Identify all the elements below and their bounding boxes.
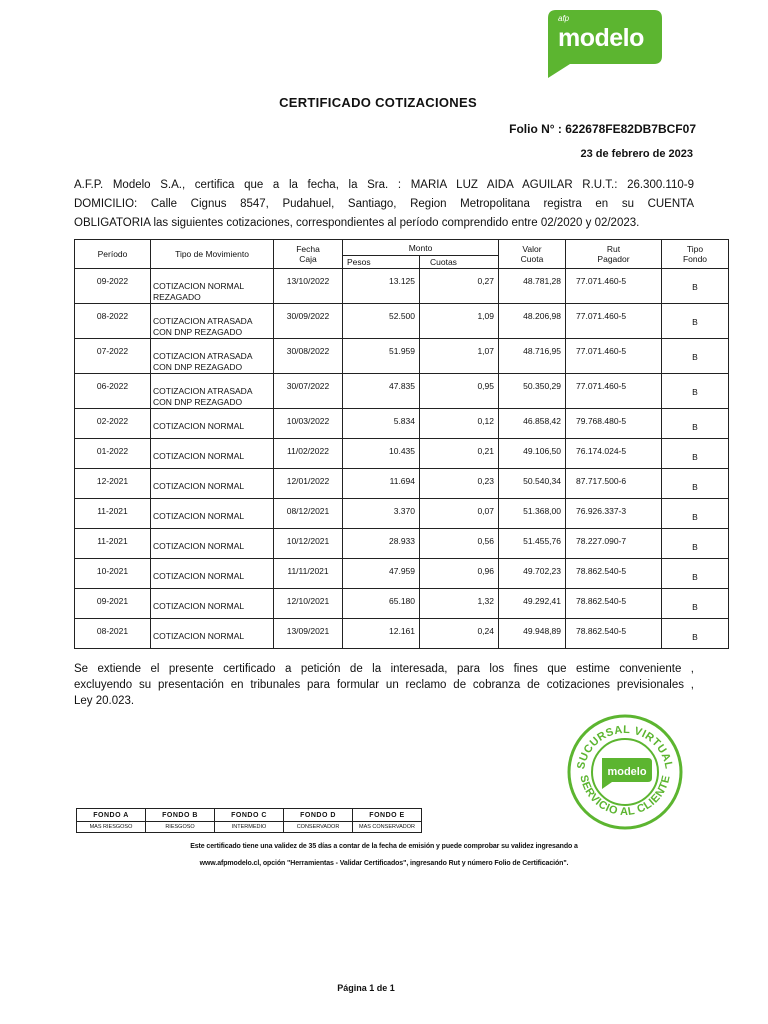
cell-tipo-fondo: B: [662, 269, 729, 304]
cell-periodo: 08-2022: [75, 304, 151, 339]
table-row: [75, 339, 729, 374]
movimiento-line: COTIZACION NORMAL: [153, 421, 245, 431]
header-rut-pagador: [566, 240, 662, 269]
closing-paragraph: [74, 661, 694, 709]
cell-rut-pagador: 78.862.540-5: [566, 619, 662, 649]
header-tipo-line: Fondo: [682, 254, 708, 264]
table-row: [75, 409, 729, 439]
cell-cuotas: 0,07: [420, 499, 499, 529]
cell-periodo: 12-2021: [75, 469, 151, 499]
cell-tipo-movimiento: [151, 269, 274, 304]
header-fecha-line: Fecha: [296, 244, 320, 254]
cell-valor-cuota: 49.702,23: [499, 559, 566, 589]
cell-tipo-fondo: B: [662, 559, 729, 589]
cell-cuotas: 0,56: [420, 529, 499, 559]
cell-tipo-movimiento: [151, 619, 274, 649]
cell-fecha-caja: 30/08/2022: [274, 339, 343, 374]
cell-periodo: 02-2022: [75, 409, 151, 439]
table-row: [75, 529, 729, 559]
header-rut-line: Rut: [606, 244, 621, 254]
cell-valor-cuota: 48.206,98: [499, 304, 566, 339]
fondo-name: FONDO E: [353, 809, 422, 822]
cell-tipo-movimiento: [151, 374, 274, 409]
cell-tipo-movimiento: [151, 439, 274, 469]
cell-rut-pagador: 79.768.480-5: [566, 409, 662, 439]
logo-word: modelo: [558, 24, 644, 52]
cell-rut-pagador: 77.071.460-5: [566, 339, 662, 374]
cell-cuotas: 0,27: [420, 269, 499, 304]
cell-periodo: 11-2021: [75, 529, 151, 559]
cell-tipo-movimiento: [151, 499, 274, 529]
cell-rut-pagador: 78.862.540-5: [566, 589, 662, 619]
cell-valor-cuota: 49.292,41: [499, 589, 566, 619]
movimiento-line: COTIZACION ATRASADA: [153, 351, 253, 361]
cell-pesos: 11.694: [343, 469, 420, 499]
fondo-name: FONDO B: [146, 809, 215, 822]
header-valor-line: Cuota: [520, 254, 544, 264]
table-row: [75, 469, 729, 499]
cell-tipo-fondo: B: [662, 409, 729, 439]
cell-pesos: 5.834: [343, 409, 420, 439]
cell-cuotas: 1,07: [420, 339, 499, 374]
cell-periodo: 07-2022: [75, 339, 151, 374]
header-fecha-caja: [274, 240, 343, 269]
cell-pesos: 52.500: [343, 304, 420, 339]
movimiento-line: REZAGADO: [153, 292, 201, 302]
cell-fecha-caja: 12/10/2021: [274, 589, 343, 619]
cell-periodo: 01-2022: [75, 439, 151, 469]
closing-line: excluyendo su presentación en tribunales para formular un reclamo de cobranza de cotizaciones previsionales ,: [74, 679, 694, 691]
cell-valor-cuota: 48.781,28: [499, 269, 566, 304]
intro-line: DOMICILIO: Calle Cignus 8547, Pudahuel, Santiago, Region Metropolitana registra en su CUENTA: [74, 198, 694, 210]
movimiento-line: COTIZACION NORMAL: [153, 481, 245, 491]
document-title: CERTIFICADO COTIZACIONES: [279, 95, 477, 110]
intro-paragraph: [74, 176, 694, 233]
table-row: [75, 589, 729, 619]
cell-fecha-caja: 08/12/2021: [274, 499, 343, 529]
cell-tipo-movimiento: [151, 589, 274, 619]
cell-valor-cuota: 48.716,95: [499, 339, 566, 374]
fondo-description: MAS CONSERVADOR: [353, 822, 422, 833]
header-valor-line: Valor: [522, 244, 542, 254]
page-number: Página 1 de 1: [337, 983, 395, 993]
header-tipo-movimiento: Tipo de Movimiento: [151, 240, 274, 269]
cell-pesos: 47.835: [343, 374, 420, 409]
cell-tipo-movimiento: [151, 409, 274, 439]
cell-tipo-movimiento: [151, 304, 274, 339]
movimiento-line: COTIZACION NORMAL: [153, 451, 245, 461]
cell-periodo: 08-2021: [75, 619, 151, 649]
table-row: [75, 499, 729, 529]
cell-fecha-caja: 13/09/2021: [274, 619, 343, 649]
table-row: [75, 304, 729, 339]
cell-tipo-movimiento: [151, 559, 274, 589]
table-row: [75, 619, 729, 649]
cell-rut-pagador: 77.071.460-5: [566, 374, 662, 409]
movimiento-line: COTIZACION ATRASADA: [153, 316, 253, 326]
cell-tipo-fondo: B: [662, 499, 729, 529]
closing-line: Se extiende el presente certificado a petición de la interesada, para los fines que estime conveniente ,: [74, 663, 694, 675]
cell-tipo-movimiento: [151, 469, 274, 499]
header-tipo-fondo: [662, 240, 729, 269]
fondo-legend-table: [76, 808, 422, 833]
cell-cuotas: 0,24: [420, 619, 499, 649]
cell-fecha-caja: 11/02/2022: [274, 439, 343, 469]
cell-valor-cuota: 50.540,34: [499, 469, 566, 499]
cell-rut-pagador: 76.926.337-3: [566, 499, 662, 529]
movimiento-line: COTIZACION NORMAL: [153, 281, 245, 291]
cell-valor-cuota: 51.455,76: [499, 529, 566, 559]
validity-note: Este certificado tiene una validez de 35 días a contar de la fecha de emisión y puede comprobar su validez ingresando a: [190, 843, 578, 850]
cell-tipo-fondo: B: [662, 304, 729, 339]
cell-pesos: 51.959: [343, 339, 420, 374]
cell-fecha-caja: 13/10/2022: [274, 269, 343, 304]
cell-tipo-movimiento: [151, 339, 274, 374]
movimiento-line: COTIZACION NORMAL: [153, 631, 245, 641]
cell-rut-pagador: 87.717.500-6: [566, 469, 662, 499]
folio-number: Folio N° : 622678FE82DB7BCF07: [509, 122, 696, 136]
cell-rut-pagador: 78.862.540-5: [566, 559, 662, 589]
fondo-name: FONDO A: [77, 809, 146, 822]
movimiento-line: COTIZACION ATRASADA: [153, 386, 253, 396]
header-valor-cuota: [499, 240, 566, 269]
cell-rut-pagador: 77.071.460-5: [566, 269, 662, 304]
cell-cuotas: 1,09: [420, 304, 499, 339]
cell-periodo: 09-2022: [75, 269, 151, 304]
header-monto: Monto: [343, 240, 499, 256]
table-row: [75, 374, 729, 409]
fondo-description: RIESGOSO: [146, 822, 215, 833]
header-rut-line: Pagador: [597, 254, 630, 264]
cell-tipo-fondo: B: [662, 469, 729, 499]
movimiento-line: COTIZACION NORMAL: [153, 571, 245, 581]
header-pesos: Pesos: [343, 256, 420, 269]
seal-icon: [562, 712, 688, 832]
cell-fecha-caja: 30/07/2022: [274, 374, 343, 409]
movimiento-line: CON DNP REZAGADO: [153, 362, 243, 372]
cell-cuotas: 0,95: [420, 374, 499, 409]
sucursal-virtual-seal: [562, 712, 688, 832]
cell-pesos: 65.180: [343, 589, 420, 619]
fondo-description: CONSERVADOR: [284, 822, 353, 833]
svg-text:SERVICIO AL CLIENTE: SERVICIO AL CLIENTE: [577, 773, 673, 819]
table-row: [75, 269, 729, 304]
header-fecha-line: Caja: [299, 254, 317, 264]
header-cuotas: Cuotas: [420, 256, 499, 269]
cell-tipo-fondo: B: [662, 589, 729, 619]
cell-tipo-fondo: B: [662, 439, 729, 469]
header-periodo: Período: [75, 240, 151, 269]
cell-valor-cuota: 49.106,50: [499, 439, 566, 469]
cell-periodo: 09-2021: [75, 589, 151, 619]
cell-pesos: 12.161: [343, 619, 420, 649]
cell-tipo-fondo: B: [662, 339, 729, 374]
logo-tag: afp: [558, 14, 570, 23]
cell-valor-cuota: 51.368,00: [499, 499, 566, 529]
cell-valor-cuota: 50.350,29: [499, 374, 566, 409]
cell-tipo-fondo: B: [662, 619, 729, 649]
cell-fecha-caja: 12/01/2022: [274, 469, 343, 499]
cell-periodo: 11-2021: [75, 499, 151, 529]
cell-rut-pagador: 78.227.090-7: [566, 529, 662, 559]
svg-text:SUCURSAL VIRTUAL: SUCURSAL VIRTUAL: [575, 723, 675, 771]
cell-pesos: 28.933: [343, 529, 420, 559]
fondo-description: MAS RIESGOSO: [77, 822, 146, 833]
cell-pesos: 10.435: [343, 439, 420, 469]
movimiento-line: CON DNP REZAGADO: [153, 397, 243, 407]
movimiento-line: COTIZACION NORMAL: [153, 511, 245, 521]
intro-line: A.F.P. Modelo S.A., certifica que a la fecha, la Sra. : MARIA LUZ AIDA AGUILAR R.U.T.: 26.300.110-9: [74, 179, 694, 191]
svg-text:modelo: modelo: [607, 766, 647, 778]
cell-cuotas: 1,32: [420, 589, 499, 619]
cell-periodo: 06-2022: [75, 374, 151, 409]
fondo-name: FONDO C: [215, 809, 284, 822]
cell-periodo: 10-2021: [75, 559, 151, 589]
movimiento-line: COTIZACION NORMAL: [153, 601, 245, 611]
cotizaciones-table: [74, 239, 729, 649]
cell-cuotas: 0,21: [420, 439, 499, 469]
cell-tipo-fondo: B: [662, 529, 729, 559]
cell-tipo-movimiento: [151, 529, 274, 559]
cell-valor-cuota: 46.858,42: [499, 409, 566, 439]
afp-modelo-logo: [548, 10, 662, 78]
cell-fecha-caja: 10/03/2022: [274, 409, 343, 439]
validation-instructions: www.afpmodelo.cl, opción "Herramientas - Validar Certificados", ingresando Rut y número Folio de Certificación".: [199, 860, 569, 867]
cell-cuotas: 0,12: [420, 409, 499, 439]
movimiento-line: CON DNP REZAGADO: [153, 327, 243, 337]
fondo-description: INTERMEDIO: [215, 822, 284, 833]
fondo-name: FONDO D: [284, 809, 353, 822]
cell-pesos: 13.125: [343, 269, 420, 304]
closing-line: Ley 20.023.: [74, 695, 135, 707]
cell-pesos: 3.370: [343, 499, 420, 529]
cell-cuotas: 0,96: [420, 559, 499, 589]
cell-fecha-caja: 11/11/2021: [274, 559, 343, 589]
issue-date: 23 de febrero de 2023: [580, 148, 693, 160]
cell-fecha-caja: 10/12/2021: [274, 529, 343, 559]
cell-cuotas: 0,23: [420, 469, 499, 499]
movimiento-line: COTIZACION NORMAL: [153, 541, 245, 551]
cell-tipo-fondo: B: [662, 374, 729, 409]
table-row: [75, 559, 729, 589]
table-row: [75, 439, 729, 469]
cell-fecha-caja: 30/09/2022: [274, 304, 343, 339]
cell-rut-pagador: 77.071.460-5: [566, 304, 662, 339]
cell-valor-cuota: 49.948,89: [499, 619, 566, 649]
header-tipo-line: Tipo: [686, 244, 704, 254]
intro-line: OBLIGATORIA las siguientes cotizaciones, correspondientes al período comprendido entre 02/2020 y 02/2023.: [74, 217, 640, 229]
cell-rut-pagador: 76.174.024-5: [566, 439, 662, 469]
cell-pesos: 47.959: [343, 559, 420, 589]
